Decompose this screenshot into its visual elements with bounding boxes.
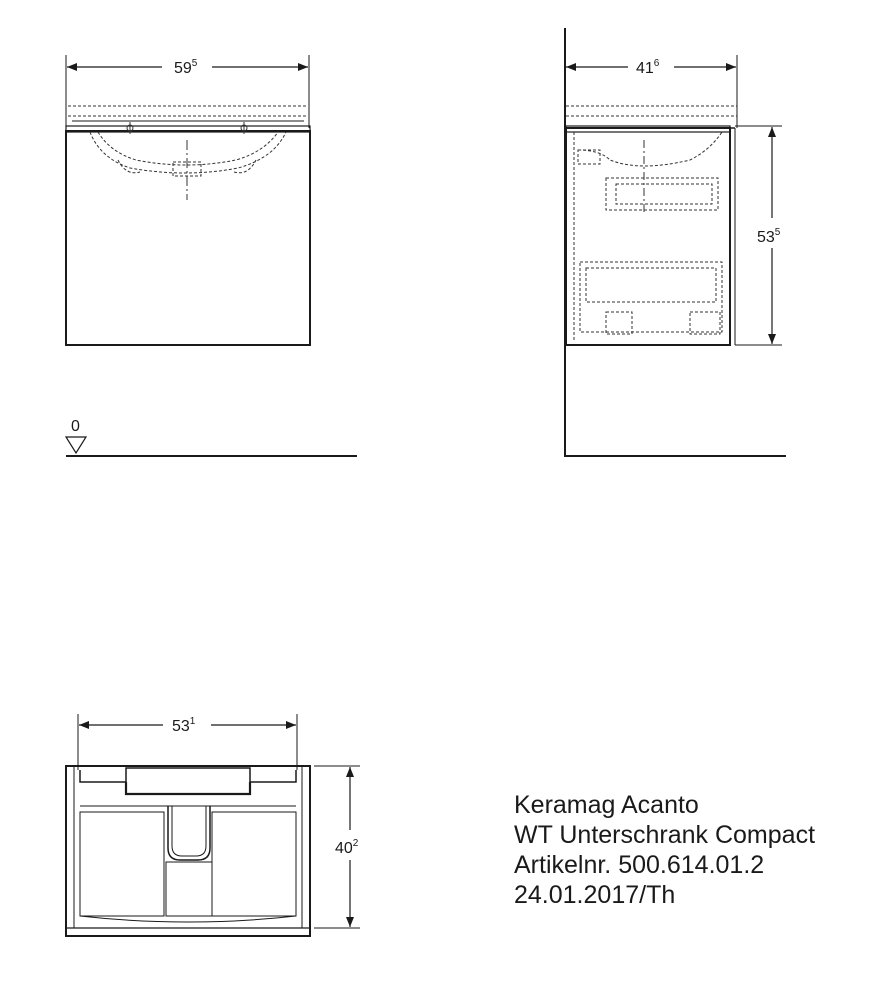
- front-cabinet-body: [66, 131, 310, 345]
- brand-line: Keramag Acanto: [514, 791, 699, 819]
- side-view: [564, 28, 786, 456]
- article-number-line: Artikelnr. 500.614.01.2: [514, 851, 765, 879]
- top-depth-label: $40^2$: [335, 838, 359, 857]
- product-info: [514, 790, 815, 910]
- top-cabinet-body: [66, 766, 310, 936]
- top-view: [66, 714, 360, 936]
- front-view: [66, 55, 357, 456]
- floor-level-triangle-icon: [66, 437, 86, 453]
- side-depth-label: $41^6$: [636, 58, 660, 77]
- floor-level-label: 0: [71, 418, 80, 435]
- date-line: 24.01.2017/Th: [514, 881, 676, 909]
- side-height-label: $53^5$: [757, 227, 781, 246]
- top-width-label: $53^1$: [172, 716, 196, 735]
- front-width-label: $59^5$: [174, 58, 198, 77]
- product-line: WT Unterschrank Compact: [514, 821, 816, 849]
